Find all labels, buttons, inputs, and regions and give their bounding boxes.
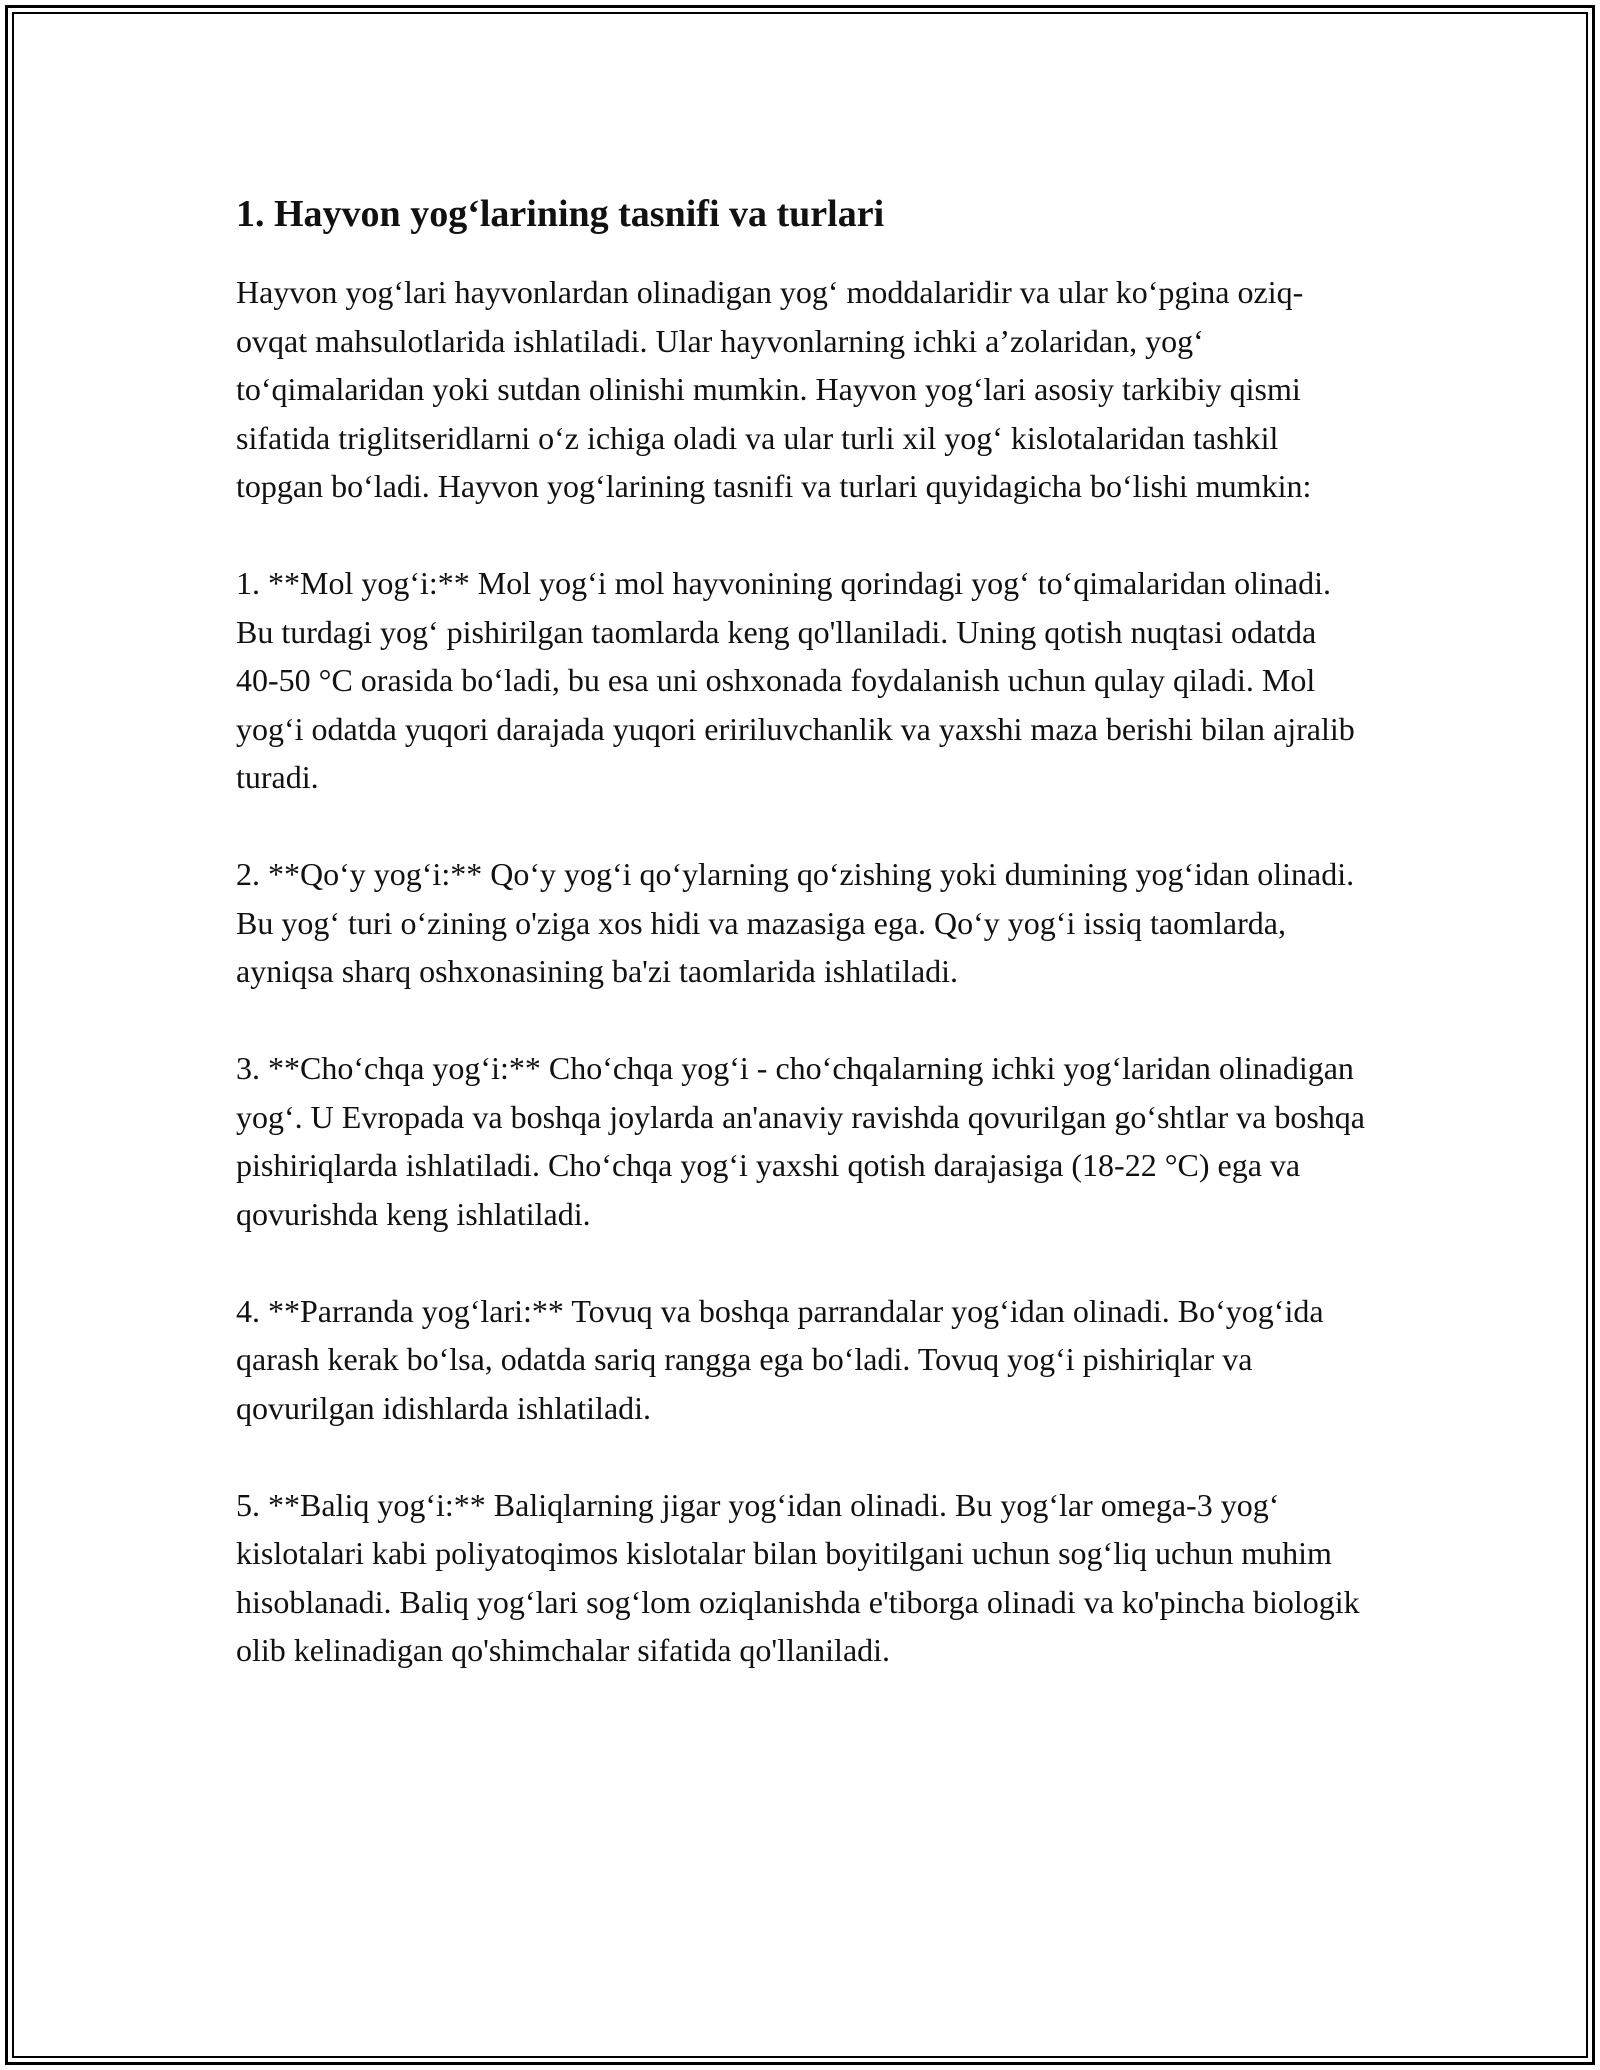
document-body xyxy=(236,186,1366,1723)
list-item-baliq-yogi: 5. **Baliq yog‘i:** Baliqlarning jigar yog‘idan olinadi. Bu yog‘lar omega-3 yog‘ kislotalari kabi poliyatoqimos kislotalar bilan boyitilgani uchun sog‘liq uchun muhim hisoblanadi. Baliq yog‘lari sog‘lom oziqlanishda e'tiborga olinadi va ko'pincha biologik olib kelinadigan qo'shimchalar sifatida qo'llaniladi. xyxy=(236,1486,1360,1668)
list-item-parranda-yoglari: 4. **Parranda yog‘lari:** Tovuq va boshqa parrandalar yog‘idan olinadi. Bo‘yog‘ida qarash kerak bo‘lsa, odatda sariq rangga ega bo‘ladi. Tovuq yog‘i pishiriqlar va qovurilgan idishlarda ishlatiladi. xyxy=(236,1292,1324,1426)
list-item-chochqa-yogi: 3. **Cho‘chqa yog‘i:** Cho‘chqa yog‘i - cho‘chqalarning ichki yog‘laridan olinadigan yog‘. U Evropada va boshqa joylarda an'anaviy ravishda qovurilgan go‘shtlar va boshqa pishiriqlarda ishlatiladi. Cho‘chqa yog‘i yaxshi qotish darajasiga (18-22 °C) ega va qovurishda keng ishlatiladi. xyxy=(236,1050,1365,1232)
list-item-qoy-yogi: 2. **Qo‘y yog‘i:** Qo‘y yog‘i qo‘ylarning qo‘zishing yoki dumining yog‘idan olinadi. Bu yog‘ turi o‘zining o'ziga xos hidi va mazasiga ega. Qo‘y yog‘i issiq taomlarda, ayniqsa sharq oshxonasining ba'zi taomlarida ishlatiladi. xyxy=(236,856,1355,989)
intro-paragraph: Hayvon yog‘lari hayvonlardan olinadigan yog‘ moddalaridir va ular ko‘pgina oziq-ovqat mahsulotlarida ishlatiladi. Ular hayvonlarning ichki a’zolaridan, yog‘ to‘qimalaridan yoki sutdan olinishi mumkin. Hayvon yog‘lari asosiy tarkibiy qismi sifatida triglitseridlarni o‘z ichiga oladi va ular turli xil yog‘ kislotalaridan tashkil topgan bo‘ladi. Hayvon yog‘larining tasnifi va turlari quyidagicha bo‘lishi mumkin: xyxy=(236,274,1312,504)
section-heading: 1. Hayvon yog‘larining tasnifi va turlari xyxy=(236,193,885,235)
list-item-mol-yogi: 1. **Mol yog‘i:** Mol yog‘i mol hayvonining qorindagi yog‘ to‘qimalaridan olinadi. Bu turdagi yog‘ pishirilgan taomlarda keng qo'llaniladi. Uning qotish nuqtasi odatda 40-50 °C orasida bo‘ladi, bu esa uni oshxonada foydalanish uchun qulay qiladi. Mol yog‘i odatda yuqori darajada yuqori eririluvchanlik va yaxshi maza berishi bilan ajralib turadi. xyxy=(236,565,1355,795)
